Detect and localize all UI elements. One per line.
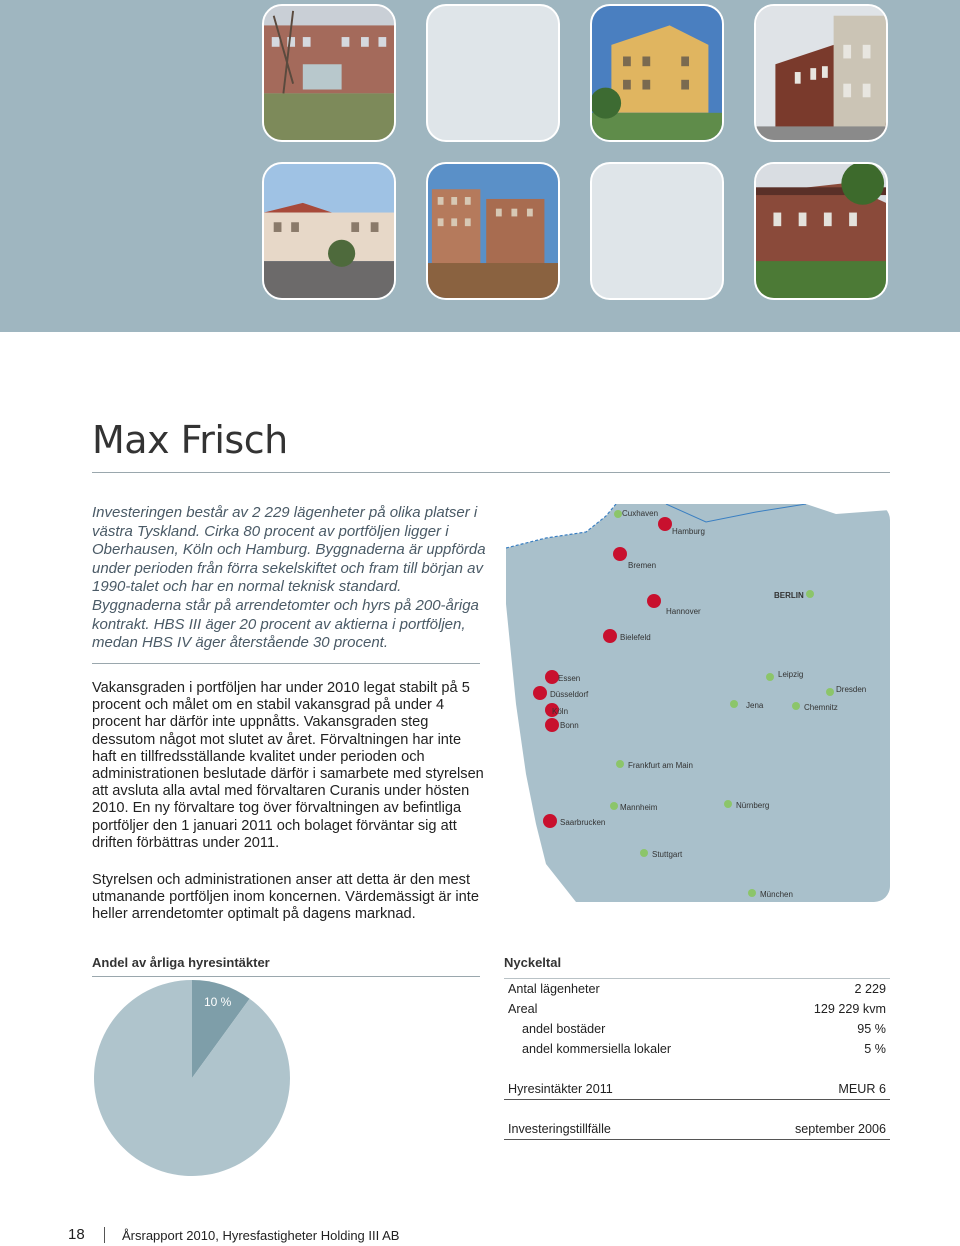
- photo-garden-building: [262, 4, 396, 142]
- key-figures-revenue: [504, 1079, 890, 1100]
- key-figures-group-area: [504, 978, 890, 1059]
- chart-divider: [92, 976, 480, 977]
- marker-jena: [730, 700, 738, 708]
- vacancy-paragraph: Vakansgraden i portföljen har under 2010 legat stabilt på 5 procent och målet om en stabil vakansgrad på under 4 procent har därför inte uppnåtts. Vakansgraden steg dessutom något mot slutet av året. Förvaltningen har inte haft en tillfredsställande kvalitet under perioden och administrationen beslutade därför i samarbete med styrelsen att avsluta alla avtal med förvaltaren Curanis under hösten 2010. En ny förvaltare tog över förvaltningen av befintliga portföljer den 1 januari 2011 och bolaget förväntar sig att driften förbättras under 2011.: [92, 680, 484, 851]
- marker-bielefeld: [603, 629, 617, 643]
- page-number: 18: [68, 1226, 85, 1243]
- label-bielefeld: Bielefeld: [620, 633, 651, 642]
- kt-value: 95 %: [857, 1022, 886, 1036]
- label-chemnitz: Chemnitz: [804, 703, 838, 712]
- photo-yellow-building: [590, 4, 724, 142]
- pie-slice-others: [94, 980, 290, 1176]
- key-figures-title: Nyckeltal: [504, 955, 562, 970]
- kt-label: andel kommersiella lokaler: [522, 1042, 672, 1056]
- title-divider: [92, 472, 890, 473]
- kt-value: MEUR 6: [838, 1082, 886, 1096]
- photo-courtyard: [262, 162, 396, 300]
- label-saarbrucken: Saarbrucken: [560, 818, 606, 827]
- photo-placeholder-1: [426, 4, 560, 142]
- photo-brick-row: [754, 4, 888, 142]
- marker-bremen: [613, 547, 627, 561]
- kt-value: 5 %: [864, 1042, 886, 1056]
- kt-row: [504, 1039, 890, 1059]
- marker-essen: [545, 670, 559, 684]
- kt-value: 2 229: [854, 982, 886, 996]
- publication-title: Årsrapport 2010, Hyresfastigheter Holding III AB: [122, 1228, 400, 1243]
- pie-data-label: 10 %: [204, 995, 232, 1009]
- label-essen: Essen: [558, 674, 581, 683]
- label-cuxhaven: Cuxhaven: [622, 509, 659, 518]
- board-paragraph: Styrelsen och administrationen anser att detta är den mest utmanande portföljen inom koncernen. Värdemässigt är inte heller arrendetomter optimalt på dagens marknad.: [92, 872, 479, 923]
- kt-value: 129 229 kvm: [813, 1002, 886, 1016]
- revenue-share-pie: [92, 978, 292, 1178]
- label-dusseldorf: Düsseldorf: [550, 690, 589, 699]
- marker-berlin: [806, 590, 814, 598]
- kt-label: Hyresintäkter 2011: [508, 1082, 613, 1096]
- label-hamburg: Hamburg: [672, 527, 705, 536]
- marker-stuttgart: [640, 849, 648, 857]
- label-frankfurt: Frankfurt am Main: [628, 761, 693, 770]
- label-nurnberg: Nürnberg: [736, 801, 770, 810]
- label-koln: Köln: [552, 707, 569, 716]
- kt-row: [504, 978, 890, 999]
- page-title: Max Frisch: [92, 418, 288, 462]
- marker-frankfurt: [616, 760, 624, 768]
- label-berlin: BERLIN: [774, 591, 804, 600]
- marker-bonn: [545, 718, 559, 732]
- photo-apartment-blocks: [426, 162, 560, 300]
- label-jena: Jena: [746, 701, 764, 710]
- kt-row: [504, 1019, 890, 1039]
- kt-label: Investeringstillfälle: [508, 1122, 611, 1136]
- marker-chemnitz: [792, 702, 800, 710]
- photo-brick-terrace: [754, 162, 888, 300]
- germany-map: [506, 504, 890, 902]
- label-leipzig: Leipzig: [778, 670, 804, 679]
- marker-hamburg: [658, 517, 672, 531]
- marker-leipzig: [766, 673, 774, 681]
- kt-value: september 2006: [794, 1122, 886, 1136]
- marker-cuxhaven: [614, 510, 622, 518]
- marker-saarbrucken: [543, 814, 557, 828]
- photo-banner: [0, 0, 960, 332]
- marker-nurnberg: [724, 800, 732, 808]
- key-figures-investment: [504, 1119, 890, 1140]
- footer-separator: [104, 1227, 105, 1243]
- intro-text: Investeringen består av 2 229 lägenheter på olika platser i västra Tyskland. Cirka 80 procent av portföljen ligger i Oberhausen, Köln och Hamburg. Byggnaderna är uppförda under perioden från förra sekelskiftet och fram till början av 1990-talet och har en normal teknisk standard. Byggnaderna står på arrendetomter och hyrs på 200-åriga kontrakt. HBS III äger 20 procent av aktierna i portföljen, medan HBS IV äger återstående 30 procent.: [92, 504, 486, 652]
- kt-label: Areal: [508, 1002, 538, 1016]
- text-divider: [92, 663, 480, 664]
- label-mannheim: Mannheim: [620, 803, 658, 812]
- photo-placeholder-2: [590, 162, 724, 300]
- kt-row: [504, 999, 890, 1019]
- kt-row: [504, 1079, 890, 1099]
- label-stuttgart: Stuttgart: [652, 850, 683, 859]
- marker-hannover: [647, 594, 661, 608]
- chart-title: Andel av årliga hyresintäkter: [92, 955, 270, 970]
- label-hannover: Hannover: [666, 607, 701, 616]
- kt-row: [504, 1119, 890, 1139]
- label-dresden: Dresden: [836, 685, 867, 694]
- marker-mannheim: [610, 802, 618, 810]
- label-munchen: München: [760, 890, 793, 899]
- marker-munchen: [748, 889, 756, 897]
- marker-dusseldorf: [533, 686, 547, 700]
- label-bremen: Bremen: [628, 561, 657, 570]
- kt-label: Antal lägenheter: [508, 982, 600, 996]
- kt-label: andel bostäder: [522, 1022, 606, 1036]
- marker-dresden: [826, 688, 834, 696]
- label-bonn: Bonn: [560, 721, 579, 730]
